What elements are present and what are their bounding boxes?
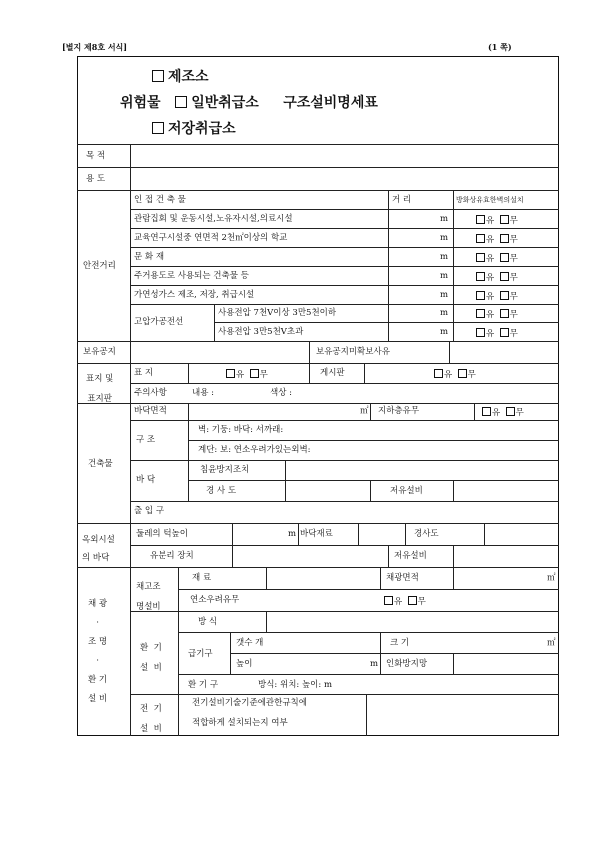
rule — [178, 694, 179, 736]
caution-label: 주의사항 — [134, 388, 167, 398]
lighting-eq-label: 채고조 명설비 — [136, 582, 161, 612]
size-unit: ㎡ — [547, 638, 556, 648]
checkbox-icon[interactable] — [152, 70, 164, 82]
floor-material-label: 바닥재료 — [300, 529, 333, 539]
rule — [130, 420, 559, 421]
hv-line-label: 고압가공전선 — [134, 317, 184, 327]
checkbox-icon[interactable] — [458, 369, 467, 378]
structure-label: 구 조 — [136, 435, 156, 445]
rule — [178, 567, 179, 694]
checkbox-icon[interactable] — [500, 215, 509, 224]
rule — [449, 341, 450, 363]
oil-separator-label: 유분리 장치 — [150, 551, 194, 561]
distance-unit: m — [440, 271, 449, 281]
checkbox-icon[interactable] — [500, 234, 509, 243]
safety-item: 관람집회 및 운동시설,노유자시설,의료시설 — [134, 214, 293, 224]
rule — [130, 266, 559, 267]
light-area-unit: ㎡ — [547, 573, 556, 583]
rule — [358, 523, 359, 545]
rule — [130, 304, 559, 305]
building-label: 건축물 — [88, 459, 113, 469]
rule — [188, 363, 189, 383]
rule — [77, 523, 559, 524]
rule — [77, 190, 559, 191]
checkbox-icon[interactable] — [482, 407, 491, 416]
rule — [453, 480, 454, 501]
checkbox-icon[interactable] — [500, 328, 509, 337]
board-yesno[interactable]: 유 무 — [434, 369, 476, 380]
firewall-yesno[interactable]: 유 무 — [476, 253, 518, 264]
title-option-3[interactable]: 저장취급소 — [152, 118, 236, 138]
rule — [266, 567, 267, 589]
electrical-label: 전 기 설 비 — [140, 704, 162, 734]
rule — [380, 567, 381, 589]
count-label: 갯수 개 — [236, 638, 264, 648]
checkbox-icon[interactable] — [384, 596, 393, 605]
floor-area-label: 바닥면적 — [134, 406, 167, 416]
rule — [178, 632, 559, 633]
oil-pit-label: 저유설비 — [390, 486, 423, 496]
safety-item: 교육연구시설중 연면적 2천㎡이상의 학교 — [134, 233, 288, 243]
content-label: 내용 : — [192, 388, 214, 398]
entrance-label: 출 입 구 — [134, 506, 165, 516]
light-area-label: 채광면적 — [386, 573, 419, 583]
safety-item: 주거용도로 사용되는 건축물 등 — [134, 271, 249, 281]
title-option-2[interactable]: 일반취급소 — [191, 95, 259, 111]
checkbox-icon[interactable] — [476, 272, 485, 281]
sign-yesno[interactable]: 유 무 — [226, 369, 268, 380]
rule — [474, 403, 475, 420]
rule — [230, 653, 559, 654]
form-number: [별지 제8호 서식] — [62, 42, 128, 52]
checkbox-icon[interactable] — [152, 122, 164, 134]
title-line — [120, 92, 378, 112]
safety-distance-label: 안전거리 — [83, 261, 116, 271]
rule — [188, 480, 559, 481]
floor-area-unit: ㎡ — [360, 406, 369, 416]
rule — [453, 190, 454, 341]
firewall-yesno[interactable]: 유 무 — [476, 328, 518, 339]
checkbox-icon[interactable] — [476, 291, 485, 300]
distance-unit: m — [440, 327, 449, 337]
rule — [130, 611, 559, 612]
distance-unit: m — [440, 233, 449, 243]
checkbox-icon[interactable] — [175, 96, 187, 108]
rule — [309, 341, 310, 363]
rule — [130, 228, 559, 229]
checkbox-icon[interactable] — [500, 291, 509, 300]
rule — [388, 545, 389, 567]
rule — [130, 209, 559, 210]
safety-item: 문 화 재 — [134, 252, 165, 262]
distance-unit: m — [440, 308, 449, 318]
lighting-group-label: 채 광 · 조 명 · 환 기 설 비 — [88, 599, 108, 704]
checkbox-icon[interactable] — [476, 309, 485, 318]
rule — [285, 460, 286, 501]
checkbox-icon[interactable] — [250, 369, 259, 378]
rule — [453, 653, 454, 674]
checkbox-icon[interactable] — [476, 234, 485, 243]
adjacent-building-label: 인 접 건 축 물 — [134, 195, 186, 205]
rule — [453, 567, 454, 589]
firewall-yesno[interactable]: 유 무 — [476, 309, 518, 320]
slope-label: 경 사 도 — [206, 486, 237, 496]
rule — [298, 523, 299, 545]
rule — [453, 545, 454, 567]
firewall-yesno[interactable]: 유 무 — [476, 215, 518, 226]
rule — [309, 363, 310, 383]
outdoor-floor-label: 옥외시설 의 바닥 — [82, 535, 115, 563]
reserve-space-label: 보유공지 — [83, 347, 116, 357]
basement-yesno[interactable]: 유 무 — [482, 407, 524, 418]
fire-risk-label: 연소우려유무 — [190, 595, 240, 605]
checkbox-icon[interactable] — [476, 215, 485, 224]
method-label: 방 식 — [198, 617, 218, 627]
rule — [77, 567, 559, 568]
checkbox-icon[interactable] — [434, 369, 443, 378]
rule — [77, 403, 559, 404]
rule — [366, 694, 367, 736]
rule — [77, 144, 559, 145]
rule — [405, 523, 406, 545]
firewall-yesno[interactable]: 유 무 — [476, 272, 518, 283]
slope2-label: 경사도 — [414, 529, 439, 539]
sign-label: 표 지 — [134, 368, 154, 378]
rule — [214, 304, 215, 341]
checkbox-icon[interactable] — [500, 253, 509, 262]
safety-item: 가연성가스 제조, 저장, 취급시설 — [134, 290, 255, 300]
title-prefix: 위험물 — [120, 95, 161, 111]
vent-outlet-fields: 방식: 위치: 높이: m — [258, 680, 333, 690]
height-label: 높이 — [236, 659, 253, 669]
electrical-text-2: 적합하게 설치되는지 여부 — [192, 718, 288, 728]
rule — [380, 632, 381, 674]
height-unit: m — [370, 659, 379, 669]
material-label: 재 료 — [192, 573, 212, 583]
rule — [364, 363, 365, 383]
rule — [266, 611, 267, 632]
rule — [77, 341, 559, 342]
rule — [77, 363, 559, 364]
rule — [188, 403, 189, 501]
rule — [370, 403, 371, 420]
rule — [130, 501, 559, 502]
checkbox-icon[interactable] — [476, 253, 485, 262]
use-label: 용 도 — [86, 174, 106, 184]
rule — [178, 674, 559, 675]
rule — [130, 247, 559, 248]
fire-risk-yesno[interactable]: 유 무 — [384, 596, 426, 607]
rule — [388, 190, 389, 341]
safety-item: 사용전압 3만5천V초과 — [218, 327, 304, 337]
firewall-yesno[interactable]: 유 무 — [476, 234, 518, 245]
electrical-text-1: 전기설비기술기준에관한규칙에 — [192, 698, 307, 708]
rule — [178, 589, 559, 590]
rule — [130, 460, 559, 461]
distance-unit: m — [440, 252, 449, 262]
safety-item: 사용전압 7천V이상 3만5천이하 — [218, 308, 337, 318]
checkbox-icon[interactable] — [476, 328, 485, 337]
distance-unit: m — [440, 214, 449, 224]
signs-label: 표지 및 표지판 — [86, 374, 114, 404]
distance-unit: m — [440, 290, 449, 300]
basement-label: 지하층유무 — [378, 406, 420, 416]
title-option-1[interactable]: 제조소 — [152, 66, 209, 86]
board-label: 게시판 — [320, 368, 345, 378]
fire-prevention-label: 인화방지망 — [386, 659, 428, 669]
rule — [130, 383, 559, 384]
page-number: (1 쪽) — [488, 42, 512, 52]
rule — [130, 285, 559, 286]
size-label: 크 기 — [390, 638, 410, 648]
checkbox-icon[interactable] — [506, 407, 515, 416]
color-label: 색상 : — [270, 388, 292, 398]
checkbox-icon[interactable] — [500, 309, 509, 318]
vent-outlet-label: 환 기 구 — [188, 680, 219, 690]
distance-header: 거 리 — [392, 195, 412, 205]
checkbox-icon[interactable] — [408, 596, 417, 605]
rule — [230, 632, 231, 674]
checkbox-icon[interactable] — [500, 272, 509, 281]
perimeter-height-label: 둘레의 턱높이 — [136, 529, 188, 539]
structure-line-2: 계단: 보: 연소우려가있는외벽: — [198, 445, 311, 455]
rule — [130, 545, 559, 546]
checkbox-icon[interactable] — [226, 369, 235, 378]
purpose-label: 목 적 — [86, 151, 106, 161]
intake-label: 급기구 — [188, 649, 213, 659]
rule — [232, 523, 233, 567]
floor-label: 바 닥 — [136, 475, 156, 485]
rule — [370, 480, 371, 501]
reserve-reason-label: 보유공지미확보사유 — [316, 347, 390, 357]
rule — [484, 523, 485, 545]
firewall-yesno[interactable]: 유 무 — [476, 291, 518, 302]
title-suffix: 구조설비명세표 — [283, 95, 378, 111]
rule — [214, 322, 559, 323]
oil-pit2-label: 저유설비 — [394, 551, 427, 561]
rule — [130, 694, 559, 695]
structure-line-1: 벽: 기둥: 바닥: 서까래: — [198, 425, 284, 435]
firewall-header: 방화상유효한벽의설치 — [456, 196, 524, 204]
perimeter-unit: m — [288, 529, 297, 539]
anti-permeation-label: 침윤방지조치 — [200, 465, 250, 475]
rule — [77, 167, 559, 168]
rule — [188, 440, 559, 441]
ventilation-label: 환 기 설 비 — [140, 643, 162, 673]
rule — [130, 144, 131, 736]
